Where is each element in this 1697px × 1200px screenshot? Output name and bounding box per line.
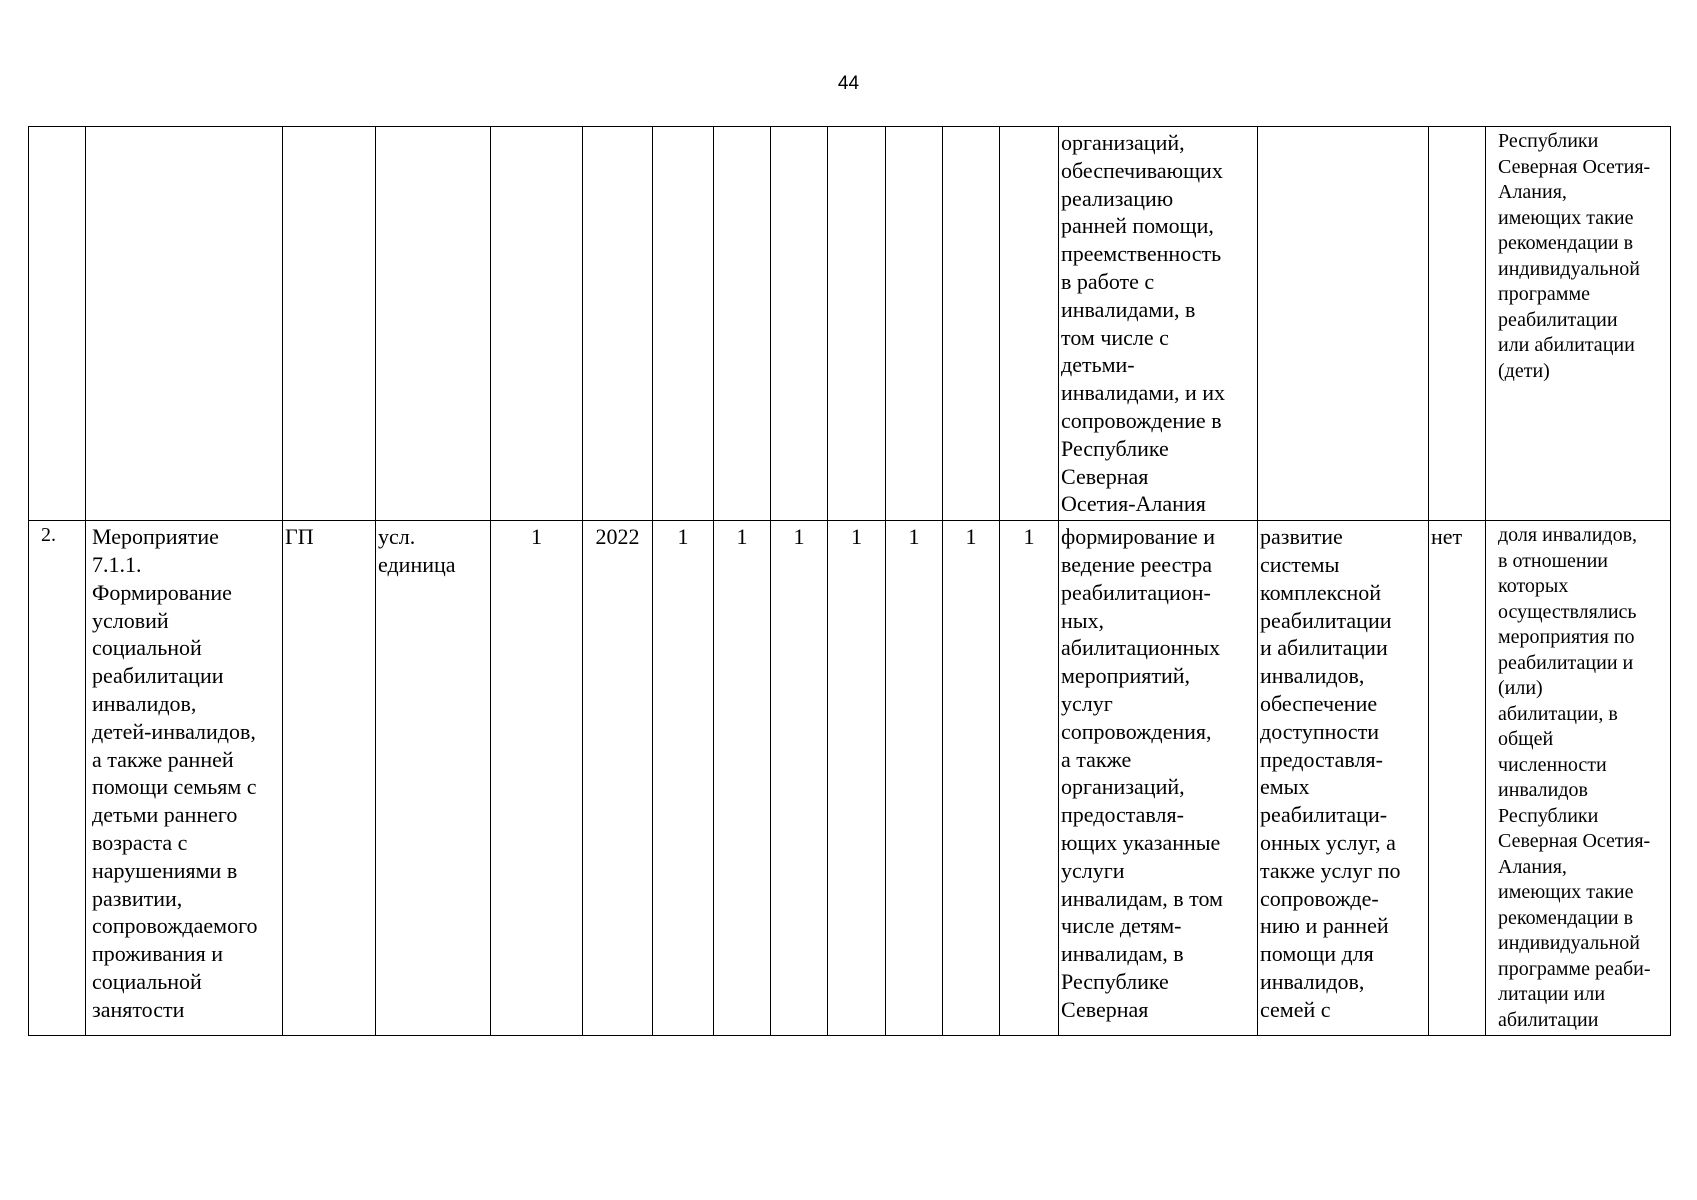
cell-flag xyxy=(1429,127,1486,521)
cell-description: организаций, обеспечивающих реализацию ранней помощи, преемственность в работе с инвалидами, в том числе с детьми- инвалидами, и их сопровождение в Республике Северная Осетия-Алания xyxy=(1059,127,1258,521)
page-number: 44 xyxy=(837,73,860,94)
cell-value xyxy=(771,127,828,521)
cell-unit xyxy=(376,127,491,521)
cell-flag: нет xyxy=(1429,521,1486,1036)
cell-description: формирование и ведение реестра реабилитацион- ных, абилитационных мероприятий, услуг сопровождения, а также организаций, предоставля- ющих указанные услуги инвалидам, в том числе детям- инвалидам, в Республике Северная xyxy=(1059,521,1258,1036)
cell-value xyxy=(943,127,1000,521)
program-table xyxy=(28,126,1671,1036)
cell-value: 1 xyxy=(714,521,771,1036)
cell-value: 1 xyxy=(653,521,714,1036)
table-row xyxy=(29,521,1671,1036)
cell-base-year xyxy=(583,127,653,521)
cell-value: 1 xyxy=(943,521,1000,1036)
cell-base-year: 2022 xyxy=(583,521,653,1036)
cell-value xyxy=(714,127,771,521)
cell-indicator: Республики Северная Осетия- Алания, имеющих такие рекомендации в индивидуальной программе реабилитации или абилитации (дети) xyxy=(1486,127,1671,521)
cell-result xyxy=(1258,127,1429,521)
cell-activity xyxy=(86,127,283,521)
cell-activity: Мероприятие 7.1.1. Формирование условий социальной реабилитации инвалидов, детей-инвалидов, а также ранней помощи семьям с детьми раннего возраста с нарушениями в развитии, сопровождаемого проживания и социальной занятости xyxy=(86,521,283,1036)
cell-value: 1 xyxy=(886,521,943,1036)
cell-program: ГП xyxy=(283,521,376,1036)
cell-value: 1 xyxy=(1000,521,1059,1036)
cell-value xyxy=(653,127,714,521)
cell-number: 2. xyxy=(29,521,86,1036)
cell-value: 1 xyxy=(771,521,828,1036)
cell-value xyxy=(886,127,943,521)
cell-result: развитие системы комплексной реабилитации и абилитации инвалидов, обеспечение доступности предоставля- емых реабилитаци- онных услуг, а также услуг по сопровожде- нию и ранней помощи для инвалидов, семей с xyxy=(1258,521,1429,1036)
cell-program xyxy=(283,127,376,521)
cell-base-value xyxy=(491,127,583,521)
cell-indicator: доля инвалидов, в отношении которых осуществлялись мероприятия по реабилитации и (или) абилитации, в общей численности инвалидов Республики Северная Осетия- Алания, имеющих такие рекомендации в индивидуальной программе реаби- литации или абилитации xyxy=(1486,521,1671,1036)
cell-number xyxy=(29,127,86,521)
cell-base-value: 1 xyxy=(491,521,583,1036)
table-row xyxy=(29,127,1671,521)
cell-unit: усл. единица xyxy=(376,521,491,1036)
cell-value xyxy=(1000,127,1059,521)
cell-value: 1 xyxy=(828,521,886,1036)
cell-value xyxy=(828,127,886,521)
